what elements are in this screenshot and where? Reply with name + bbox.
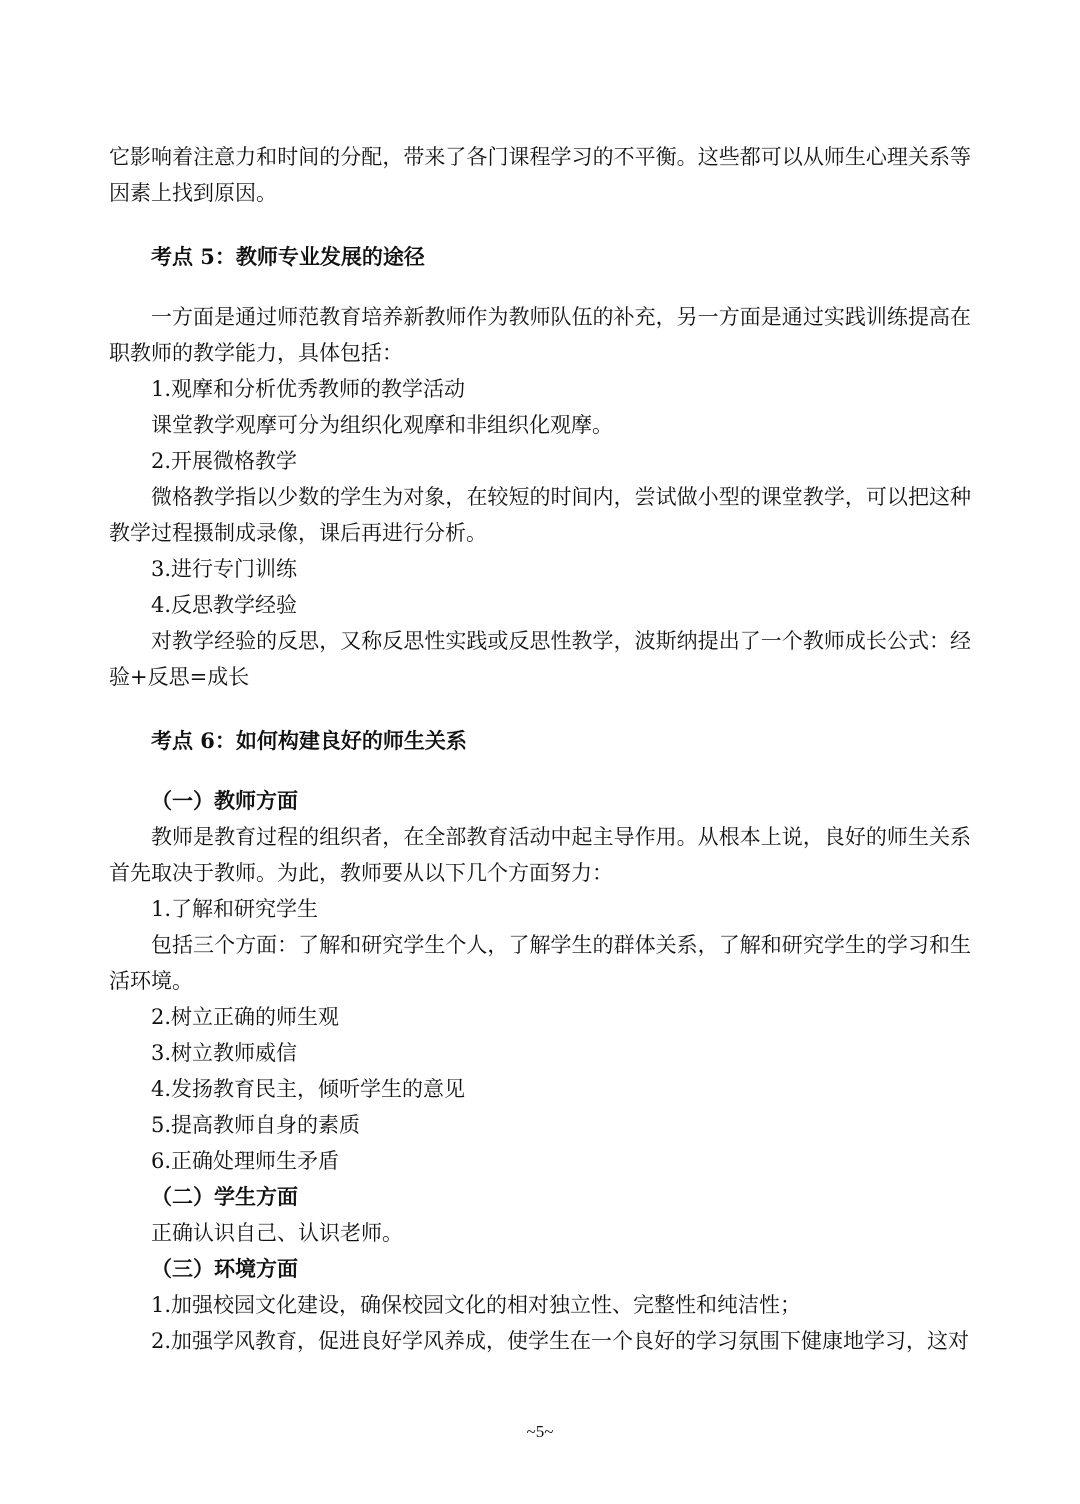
teacher-intro: 教师是教育过程的组织者，在全部教育活动中起主导作用。从根本上说，良好的师生关系首先取决于教师。为此，教师要从以下几个方面努力： (109, 825, 971, 885)
environment-item2: 2.加强学风教育，促进良好学风养成，使学生在一个良好的学习氛围下健康地学习，这对 (151, 1329, 970, 1353)
section5-item1-title: 1.观摩和分析优秀教师的教学活动 (151, 377, 466, 401)
teacher-item2: 2.树立正确的师生观 (151, 1005, 340, 1029)
teacher-item3: 3.树立教师威信 (151, 1041, 298, 1065)
section5-heading: 考点 5：教师专业发展的途径 (151, 244, 425, 269)
teacher-item6: 6.正确处理师生矛盾 (151, 1149, 340, 1173)
student-text: 正确认识自己、认识老师。 (151, 1221, 403, 1245)
teacher-item1-title: 1.了解和研究学生 (151, 897, 319, 921)
section5-item4-title: 4.反思教学经验 (151, 593, 298, 617)
teacher-item1-text: 包括三个方面：了解和研究学生个人，了解学生的群体关系，了解和研究学生的学习和生活环境。 (109, 933, 971, 993)
section5-item1-text: 课堂教学观摩可分为组织化观摩和非组织化观摩。 (151, 413, 613, 437)
intro-paragraph: 它影响着注意力和时间的分配，带来了各门课程学习的不平衡。这些都可以从师生心理关系等因素上找到原因。 (109, 145, 971, 205)
environment-heading: （三）环境方面 (151, 1256, 298, 1281)
document-page (109, 139, 971, 1359)
section5-item3-title: 3.进行专门训练 (151, 557, 298, 581)
page-number: ~5~ (526, 1422, 554, 1441)
section5-item2-title: 2.开展微格教学 (151, 449, 298, 473)
environment-item1: 1.加强校园文化建设，确保校园文化的相对独立性、完整性和纯洁性； (151, 1293, 802, 1317)
student-heading: （二）学生方面 (151, 1184, 298, 1209)
section5-intro: 一方面是通过师范教育培养新教师作为教师队伍的补充，另一方面是通过实践训练提高在职教师的教学能力，具体包括： (109, 305, 971, 365)
section5-item2-text: 微格教学指以少数的学生为对象，在较短的时间内，尝试做小型的课堂教学，可以把这种教学过程摄制成录像，课后再进行分析。 (109, 485, 971, 545)
section6-heading: 考点 6：如何构建良好的师生关系 (151, 728, 467, 753)
teacher-item4: 4.发扬教育民主，倾听学生的意见 (151, 1077, 466, 1101)
teacher-item5: 5.提高教师自身的素质 (151, 1113, 361, 1137)
teacher-heading: （一）教师方面 (151, 788, 298, 813)
section5-item4-text: 对教学经验的反思，又称反思性实践或反思性教学，波斯纳提出了一个教师成长公式：经验+反思=成长 (109, 629, 971, 689)
